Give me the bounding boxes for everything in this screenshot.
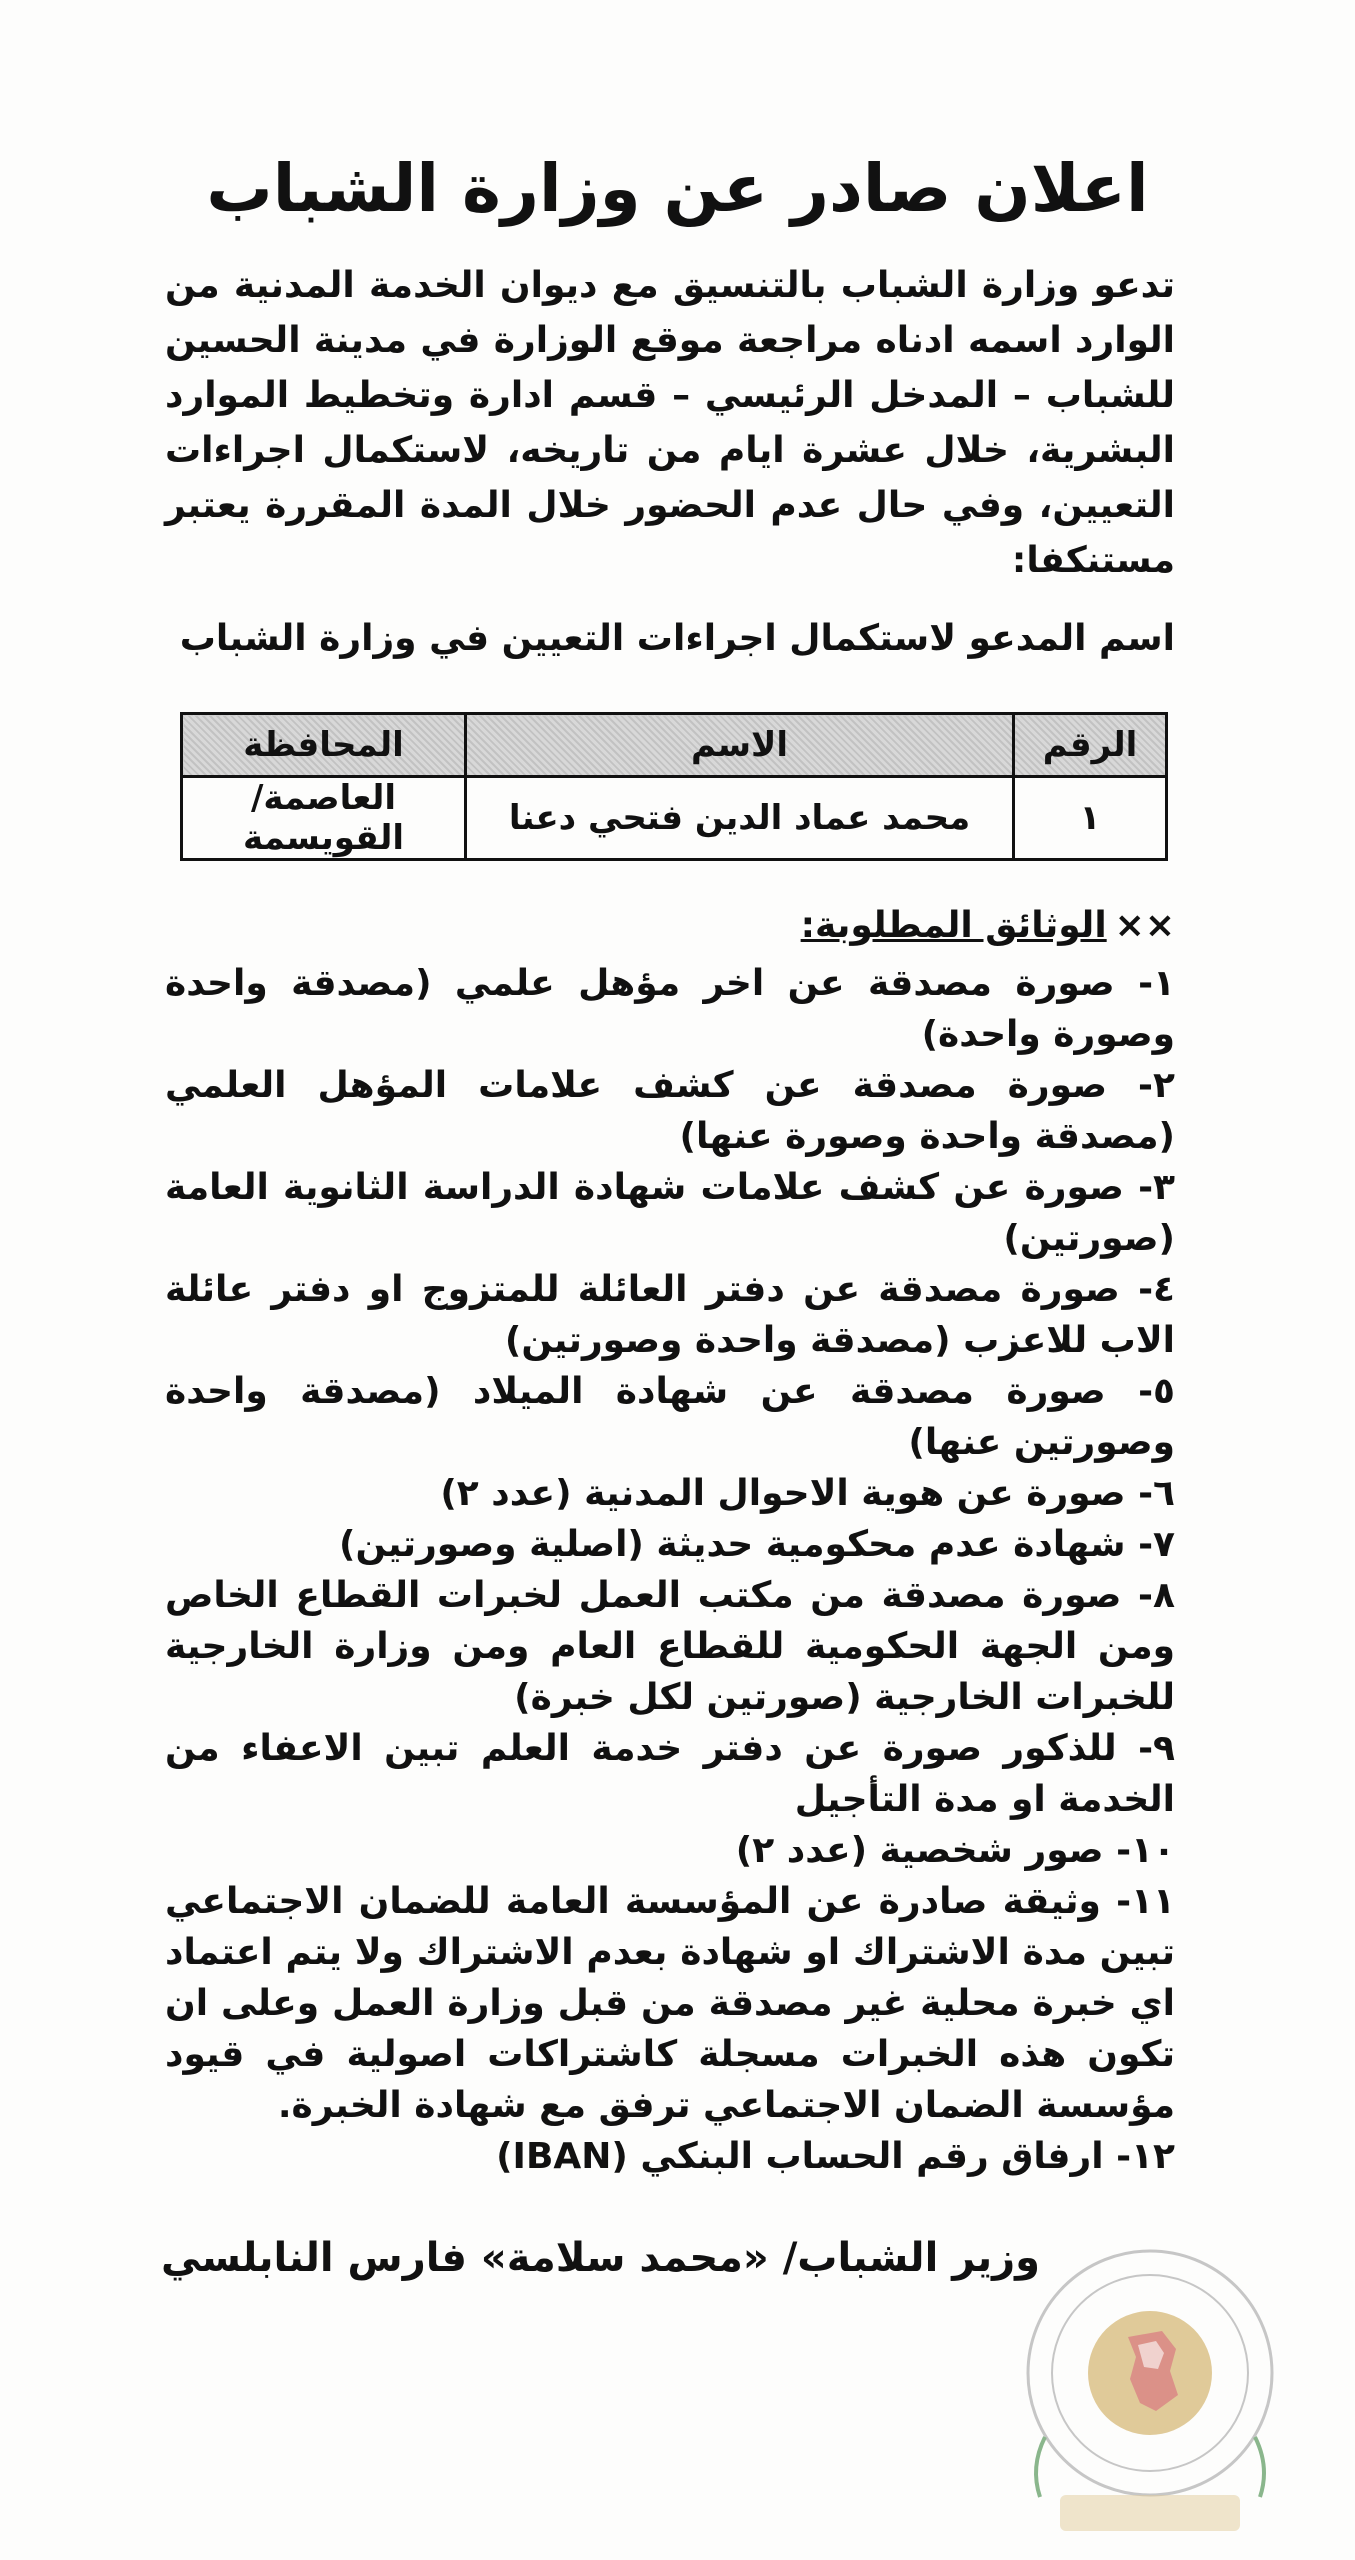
header-name: الاسم <box>466 714 1014 777</box>
list-item: ١- صورة مصدقة عن اخر مؤهل علمي (مصدقة واحدة وصورة واحدة) <box>165 963 1175 1055</box>
list-item: ١١- وثيقة صادرة عن المؤسسة العامة للضمان الاجتماعي تبين مدة الاشتراك او شهادة بعدم الاشتراك ولا يتم اعتماد اي خبرة محلية غير مصدقة من قبل وزارة العمل وعلى ان تكون هذه الخبرات مسجلة كاشتراكات اصولية في قيود مؤسسة الضمان الاجتماعي ترفق مع شهادة الخبرة. <box>165 1881 1175 2126</box>
documents-heading-text: الوثائق المطلوبة: <box>800 905 1107 946</box>
list-item: ٥- صورة مصدقة عن شهادة الميلاد (مصدقة واحدة وصورتين عنها) <box>165 1371 1175 1463</box>
table-header-row <box>182 714 1167 777</box>
seal-left-branch-icon <box>1036 2437 1045 2497</box>
table-row <box>182 777 1167 860</box>
documents-marker: ×× <box>1114 905 1175 946</box>
seal-right-branch-icon <box>1255 2437 1264 2497</box>
list-item: ٨- صورة مصدقة من مكتب العمل لخبرات القطاع الخاص ومن الجهة الحكومية للقطاع العام ومن وزارة الخارجية للخبرات الخارجية (صورتين لكل خبرة) <box>165 1575 1175 1718</box>
row-number: ١ <box>1014 777 1167 860</box>
list-item: ١٢- ارفاق رقم الحساب البنكي (IBAN) <box>496 2136 1175 2177</box>
announcement-title: اعلان صادر عن وزارة الشباب <box>206 150 1149 227</box>
header-number: الرقم <box>1014 714 1167 777</box>
list-item: ٦- صورة عن هوية الاحوال المدنية (عدد ٢) <box>440 1473 1175 1514</box>
seal-motto-ribbon <box>1060 2495 1240 2531</box>
intro-paragraph: تدعو وزارة الشباب بالتنسيق مع ديوان الخدمة المدنية من الوارد اسمه ادناه مراجعة موقع الوزارة في مدينة الحسين للشباب – المدخل الرئيسي – قسم ادارة وتخطيط الموارد البشرية، خلال عشرة ايام من تاريخه، لاستكمال اجراءات التعيين، وفي حال عدم الحضور خلال المدة المقررة يعتبر مستنكفا: <box>165 265 1175 581</box>
minister-signature: وزير الشباب/ «محمد سلامة» فارس النابلسي <box>161 2235 1040 2281</box>
header-governorate: المحافظة <box>182 714 466 777</box>
documents-list <box>165 958 1175 2182</box>
list-item: ٩- للذكور صورة عن دفتر خدمة العلم تبين الاعفاء من الخدمة او مدة التأجيل <box>165 1728 1175 1820</box>
invite-line: اسم المدعو لاستكمال اجراءات التعيين في وزارة الشباب <box>179 618 1175 659</box>
invitee-table <box>180 712 1168 861</box>
documents-heading <box>165 905 1175 946</box>
row-governorate: العاصمة/ القويسمة <box>182 777 466 860</box>
row-name: محمد عماد الدين فتحي دعنا <box>466 777 1014 860</box>
list-item: ٣- صورة عن كشف علامات شهادة الدراسة الثانوية العامة (صورتين) <box>165 1167 1175 1259</box>
list-item: ٢- صورة مصدقة عن كشف علامات المؤهل العلمي (مصدقة واحدة وصورة عنها) <box>165 1065 1175 1157</box>
list-item: ٧- شهادة عدم محكومية حديثة (اصلية وصورتين) <box>339 1524 1175 1565</box>
list-item: ١٠- صور شخصية (عدد ٢) <box>735 1830 1175 1871</box>
civil-service-seal <box>1000 2245 1300 2545</box>
list-item: ٤- صورة مصدقة عن دفتر العائلة للمتزوج او دفتر عائلة الاب للاعزب (مصدقة واحدة وصورتين) <box>165 1269 1175 1361</box>
